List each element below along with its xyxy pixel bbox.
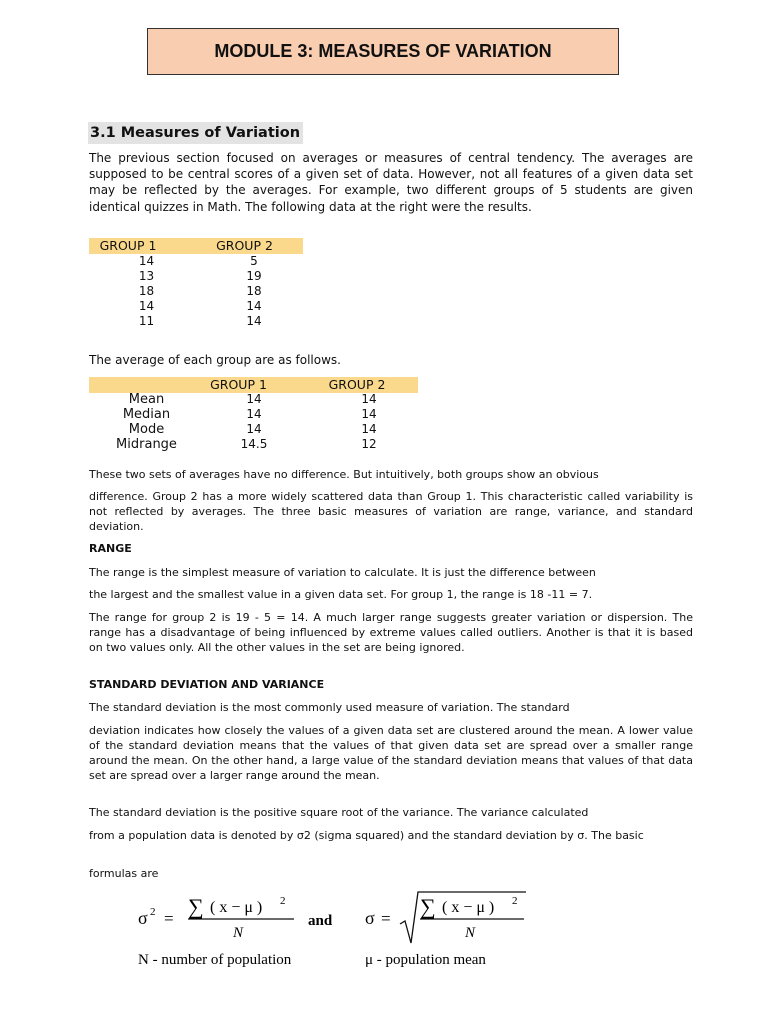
scores-header-group2: GROUP 2 — [216, 238, 273, 253]
n-legend: N - number of population — [138, 952, 292, 968]
table-cell: 14 — [246, 299, 262, 313]
denominator-n: N — [233, 925, 244, 941]
sd-paragraph-4: from a population data is denoted by σ2 (sigma squared) and the standard deviation by σ. The basic — [89, 829, 644, 842]
sigma-squared-symbol: σ — [138, 908, 148, 928]
numerator-expression: ( x − μ ) — [210, 899, 263, 916]
table-cell: 18 — [246, 284, 262, 298]
scores-header-group1: GROUP 1 — [99, 238, 157, 253]
and-word: and — [308, 913, 333, 929]
sigma-symbol: σ — [365, 908, 375, 928]
sd-paragraph-3: The standard deviation is the positive square root of the variance. The variance calculated — [89, 806, 589, 819]
table-cell: 5 — [250, 254, 258, 268]
equals-sign-2: = — [381, 909, 391, 928]
averages-header-group1: GROUP 1 — [210, 377, 267, 392]
table-cell: 13 — [138, 269, 155, 283]
table-cell: 11 — [138, 314, 155, 328]
table-cell: 14 — [361, 422, 377, 436]
table-row-label: Midrange — [116, 437, 177, 452]
section-heading: 3.1 Measures of Variation — [88, 122, 303, 144]
table-row-label: Mode — [128, 422, 165, 437]
sigma-squared-exponent: 2 — [150, 906, 156, 918]
table-cell: 19 — [246, 269, 262, 283]
formulas-intro: formulas are — [89, 867, 159, 880]
equals-sign: = — [164, 909, 174, 928]
paragraph-no-difference-1: These two sets of averages have no difference. But intuitively, both groups show an obvious — [89, 468, 599, 481]
intro-paragraph: The previous section focused on averages or measures of central tendency. The averages are supposed to be central scores of a given set of data. However, not all features of a given data set may be reflected by the averages. For example, two different groups of 5 students are given identical quizzes in Math. The following data at the right were the results. — [89, 151, 693, 214]
averages-intro: The average of each group are as follows. — [89, 353, 341, 367]
sd-paragraph-2: deviation indicates how closely the values of a given data set are clustered around the mean. A lower value of the standard deviation means that the values of that given data set are spread over a smaller range around the mean. On the other hand, a large value of the standard deviation means that values of that data set are spread over a larger range around the mean. — [89, 724, 693, 782]
table-row-label: Mean — [128, 392, 165, 407]
module-title: MODULE 3: MEASURES OF VARIATION — [147, 28, 619, 75]
sum-symbol: ∑ — [188, 894, 204, 919]
table-cell: 14 — [361, 407, 377, 421]
scores-table — [89, 238, 303, 328]
range-heading: RANGE — [89, 542, 132, 555]
table-cell: 14 — [246, 392, 262, 406]
table-cell: 14 — [246, 407, 262, 421]
table-cell: 14 — [246, 314, 262, 328]
table-cell: 12 — [361, 437, 377, 451]
numerator-exponent: 2 — [280, 895, 286, 907]
table-row-label: Median — [122, 407, 171, 422]
range-paragraph-2: the largest and the smallest value in a given data set. For group 1, the range is 18 -11 = 7. — [89, 588, 593, 601]
table-cell: 14 — [138, 299, 155, 313]
denominator-n-2: N — [465, 925, 476, 941]
sum-symbol-2: ∑ — [420, 894, 436, 919]
variance-formula-figure — [120, 888, 640, 968]
range-paragraph-3: The range for group 2 is 19 - 5 = 14. A much larger range suggests greater variation or dispersion. The range has a disadvantage of being influenced by extreme values called outliers. Another is that it is based on two values only. All the other values in the set are being ignored. — [89, 611, 693, 654]
table-cell: 14.5 — [240, 437, 268, 451]
paragraph-no-difference-2: difference. Group 2 has a more widely scattered data than Group 1. This characteristic called variability is not reflected by averages. The three basic measures of variation are range, variance, and standard deviation. — [89, 490, 693, 533]
averages-table — [89, 377, 419, 453]
table-cell: 14 — [246, 422, 262, 436]
table-cell: 14 — [361, 392, 377, 406]
sd-paragraph-1: The standard deviation is the most commonly used measure of variation. The standard — [89, 701, 570, 714]
table-cell: 18 — [138, 284, 155, 298]
numerator-expression-2: ( x − μ ) — [442, 899, 495, 916]
sd-heading: STANDARD DEVIATION AND VARIANCE — [89, 678, 325, 691]
range-paragraph-1: The range is the simplest measure of variation to calculate. It is just the difference between — [89, 566, 596, 579]
mu-legend: μ - population mean — [365, 952, 486, 968]
numerator-exponent-2: 2 — [512, 895, 518, 907]
table-cell: 14 — [138, 254, 155, 268]
averages-header-group2: GROUP 2 — [328, 377, 386, 392]
